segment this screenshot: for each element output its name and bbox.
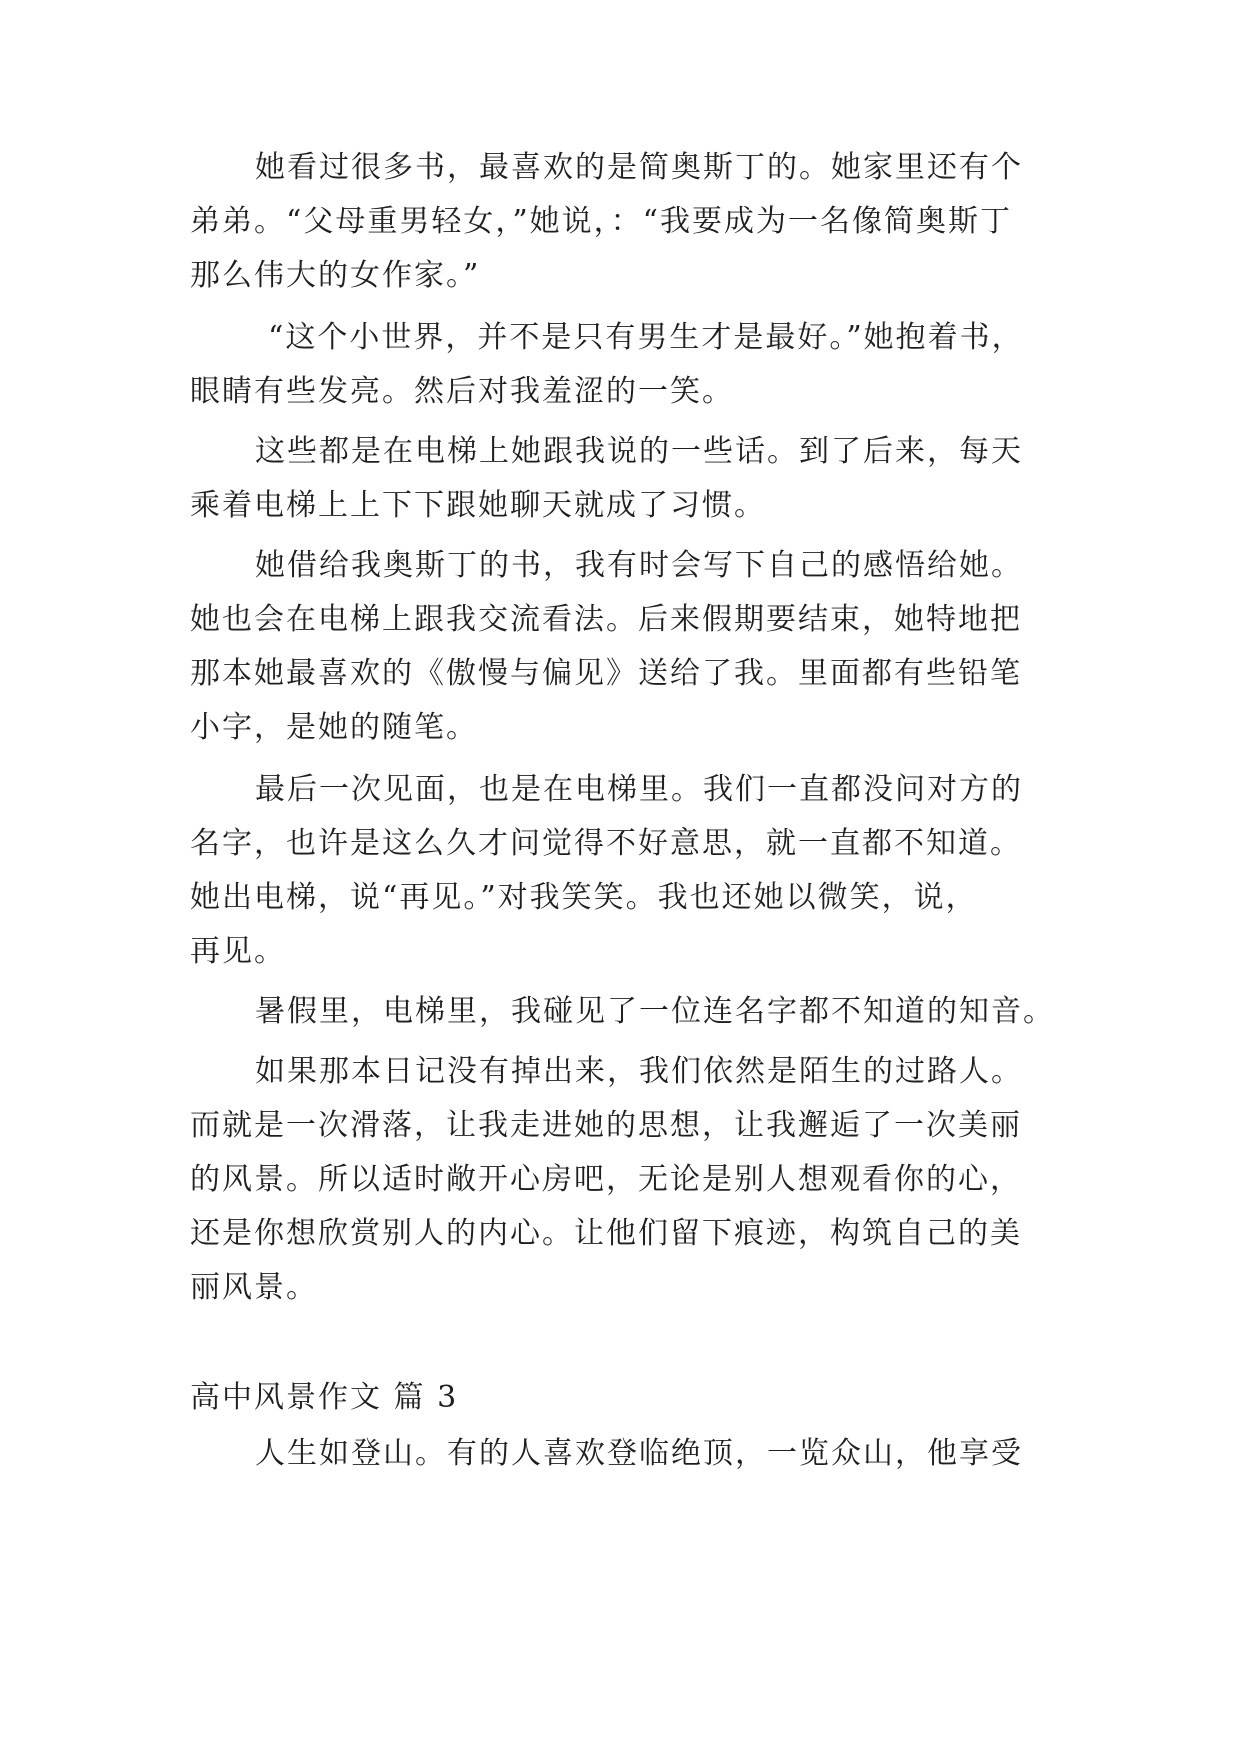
- paragraph-line: 乘着电梯上上下下跟她聊天就成了习惯。: [190, 488, 766, 523]
- paragraph-line: 的风景。所以适时敞开心房吧，无论是别人想观看你的心，: [190, 1162, 1022, 1197]
- paragraph-line: 名字，也许是这么久才问觉得不好意思，就一直都不知道。: [190, 826, 1022, 861]
- paragraph-line: 弟弟。“父母重男轻女，”她说，：“我要成为一名像简奥斯丁: [190, 204, 1013, 239]
- paragraph-line: 她出电梯，说“再见。”对我笑笑。我也还她以微笑，说，: [190, 880, 978, 915]
- paragraph-line: 小字，是她的随笔。: [190, 710, 478, 745]
- paragraph-line: 最后一次见面，也是在电梯里。我们一直都没问对方的: [255, 772, 1023, 807]
- paragraph-line: 她借给我奥斯丁的书，我有时会写下自己的感悟给她。: [255, 548, 1023, 583]
- paragraph-line: 还是你想欣赏别人的内心。让他们留下痕迹，构筑自己的美: [190, 1216, 1022, 1251]
- paragraph-line: 她也会在电梯上跟我交流看法。后来假期要结束，她特地把: [190, 602, 1022, 637]
- paragraph-line: 而就是一次滑落，让我走进她的思想，让我邂逅了一次美丽: [190, 1108, 1022, 1143]
- paragraph-line: “这个小世界，并不是只有男生才是最好。”她抱着书，: [268, 320, 1024, 355]
- section-title: 高中风景作文 篇 3: [190, 1380, 459, 1415]
- paragraph-line: 这些都是在电梯上她跟我说的一些话。到了后来，每天: [255, 434, 1023, 469]
- paragraph-line: 丽风景。: [190, 1270, 318, 1305]
- paragraph-line: 那本她最喜欢的《傲慢与偏见》送给了我。里面都有些铅笔: [190, 656, 1022, 691]
- paragraph-line: 再见。: [190, 934, 286, 969]
- paragraph-line: 眼睛有些发亮。然后对我羞涩的一笑。: [190, 374, 734, 409]
- paragraph-line: 如果那本日记没有掉出来，我们依然是陌生的过路人。: [255, 1054, 1023, 1089]
- paragraph-line: 那么伟大的女作家。”: [190, 258, 481, 293]
- paragraph-line: 人生如登山。有的人喜欢登临绝顶，一览众山，他享受: [255, 1436, 1023, 1471]
- paragraph-line: 她看过很多书，最喜欢的是简奥斯丁的。她家里还有个: [255, 150, 1023, 185]
- paragraph-line: 暑假里，电梯里，我碰见了一位连名字都不知道的知音。: [255, 994, 1055, 1029]
